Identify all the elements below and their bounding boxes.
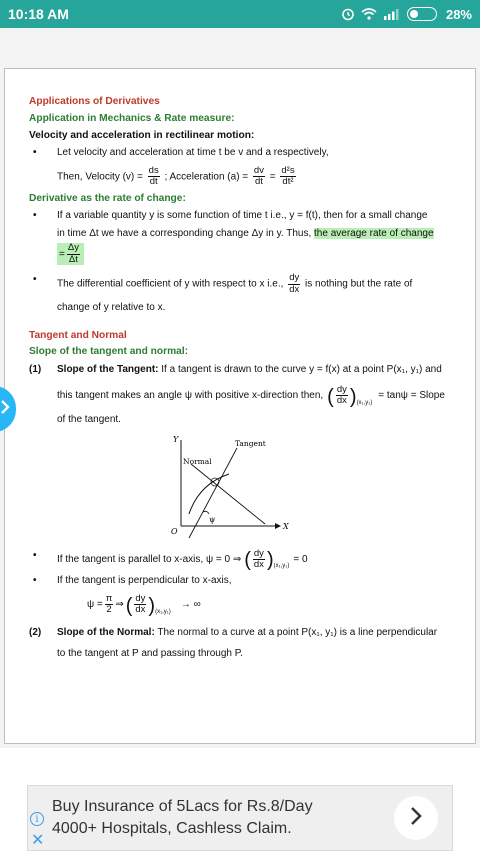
status-icons [341,7,472,22]
alarm-icon [341,7,355,21]
velocity-label: Then, Velocity (v) = [57,171,143,183]
close-icon[interactable]: ✕ [31,832,45,849]
fraction-pi-2 [105,594,114,616]
paren-close: ) [266,549,274,572]
list-item [29,363,451,426]
perpendicular-formula [87,594,451,616]
frac-den: dt [254,176,263,188]
frac-den: 2 [106,604,112,616]
status-bar [0,0,480,28]
perpendicular-text: If the tangent is perpendicular to x-axis, [57,575,232,587]
rate-text-2a: in time Δt we have a corresponding change Δy in y. Thus, [57,227,315,239]
list-item: • If the tangent is perpendicular to x-axis, ψ = $\frac{\pi}{2}$ ⇒ ( $\frac{dy}{dx}$ ) (x₁,y₁) → ∞ [29,574,451,615]
document-page [4,68,476,744]
psi-equals: ψ = [87,599,103,611]
diff-text-1: The differential coefficient of y with respect to x i.e., [57,278,284,290]
parallel-text: If the tangent is parallel to x-axis, ψ = 0 ⇒ [57,553,242,565]
frac-den: dt² [282,176,294,188]
wifi-icon [361,8,377,21]
fraction-ds-dt [148,166,160,188]
tangent-text-2 [57,385,451,407]
normal-label: Normal [183,457,212,467]
battery-icon [407,7,437,21]
velocity-formula [57,166,451,188]
list-item: • The differential coefficient of y with respect to x i.e., $\frac{dy}{dx}$ is nothing but the rate of change of y relative to x. [29,273,451,314]
frac-num: dy [289,272,300,284]
document-viewer[interactable] [0,28,480,748]
heading-derivative-rate: Derivative as the rate of change: [29,192,186,204]
ad-banner[interactable] [27,785,453,851]
frac-den: dx [336,395,347,407]
diff-text-3: change of y relative to x. [57,302,166,314]
paren-open: ( [125,594,133,617]
angle-psi-label: ψ [209,515,216,525]
list-item: • Let velocity and acceleration at time t be v and a respectively, Then, Velocity (v) = $\frac{ds}{dt}$ ; Acceleration (a) = $\frac{dv}{dt}$ = $\frac{\text{d²s}}{\text{dt²}}$ [29,146,451,187]
heading-mechanics: Application in Mechanics & Rate measure: [29,112,235,124]
frac-num: dv [253,164,264,176]
frac-num: dy [135,592,146,604]
axis-x-label: X [283,522,289,532]
normal-text-1 [57,626,451,640]
tangent-title: Slope of the Tangent: [57,364,159,376]
acceleration-label: ; Acceleration (a) = [164,171,249,183]
rate-text-2 [57,227,451,241]
heading-slope: Slope of the tangent and normal: [29,346,189,358]
paren-open: ( [327,385,334,408]
ad-line-1: Buy Insurance of 5Lacs for Rs.8/Day [52,798,313,815]
tangent-label: Tangent [235,439,266,449]
chevron-right-icon [409,805,423,832]
fraction-dy-dx [288,273,300,295]
info-icon[interactable]: i [30,812,44,826]
frac-den: dx [135,604,146,616]
highlighted-formula [57,243,84,265]
tends-infinity: → ∞ [180,599,201,611]
axis-y-label: Y [173,435,179,445]
list-item: • If the tangent is parallel to x-axis, ψ = 0 ⇒ ( $\frac{dy}{dx}$ ) (x₁,y₁) = 0 [33,547,308,572]
rate-text-1: If a variable quantity y is some function of time t i.e., y = f(t), then for a small change [57,210,428,222]
tangent-text-1a: If a tangent is drawn to the curve y = f(x) at a point P(x₁, y₁) and [161,364,442,376]
origin-label: O [171,527,178,537]
frac-num: Δy [67,242,79,254]
fraction-d2s-dt2 [280,166,295,188]
status-time: 10:18 AM [8,6,69,22]
equals-sign: = [59,248,65,260]
highlighted-text: the average rate of change [314,227,434,239]
paren-open: ( [244,549,251,572]
ad-open-button[interactable] [394,796,438,840]
tangent-derivative [327,385,372,407]
paren-close: ) [148,594,156,617]
normal-text-1a: The normal to a curve at a point P(x₁, y₁) is a line perpendicular [157,626,438,638]
fraction-dy-dx [134,594,146,616]
diff-text-2: is nothing but the rate of [305,278,413,290]
diff-text [57,273,451,295]
velocity-intro: Let velocity and acceleration at time t be v and a respectively, [57,147,329,159]
frac-num: dy [336,383,347,395]
perpendicular-derivative [126,594,171,616]
implies-arrow: ⇒ [115,599,124,611]
fraction-dy-dx [253,549,265,571]
tangent-text-3: = tanψ = Slope [378,389,445,401]
subscript-point: (x₁,y₁) [356,399,373,406]
equals-sign: = [269,171,276,183]
subscript-point: (x₁,y₁) [273,563,290,570]
heading-velocity: Velocity and acceleration in rectilinear motion: [29,129,255,141]
fraction-dy-dt [67,243,80,265]
signal-icon [383,8,401,20]
frac-num: π [105,592,113,604]
ad-line-2: 4000+ Hospitals, Cashless Claim. [52,820,292,838]
tangent-text-4: of the tangent. [57,413,121,425]
tangent-normal-diagram [169,434,451,545]
list-item: • If a variable quantity y is some function of time t i.e., y = f(t), then for a small change in time Δt we have a corresponding change Δy in y. Thus, the average rate of change = $\frac{\Delta y}{\Delta t}$ [29,209,451,265]
battery-percent: 28% [445,6,472,22]
frac-den: dt [149,176,158,188]
tangent-text-2a: this tangent makes an angle ψ with positive x-direction then, [57,389,324,401]
tangent-text-1 [57,363,451,377]
heading-tangent-normal: Tangent and Normal [29,329,127,341]
normal-title: Slope of the Normal: [57,626,155,638]
list-number: (1) [29,364,42,376]
rate-formula [57,243,451,265]
frac-num: d²s [281,164,295,176]
frac-num: dy [253,547,264,559]
parallel-derivative [244,549,289,571]
ad-text [52,796,313,840]
normal-text-2: to the tangent at P and passing through P. [57,648,243,660]
list-item [29,626,451,661]
list-number: (2) [29,626,42,638]
chevron-right-icon [0,399,10,420]
fraction-dy-dx [336,385,348,407]
parallel-zero: = 0 [293,553,308,565]
frac-den: Δt [68,253,78,265]
frac-num: ds [148,164,159,176]
frac-den: dx [289,283,300,295]
heading-applications: Applications of Derivatives [29,96,160,107]
subscript-point: (x₁,y₁) [155,608,171,615]
fraction-dv-dt [253,166,265,188]
frac-den: dx [253,559,264,571]
paren-close: ) [349,385,357,408]
